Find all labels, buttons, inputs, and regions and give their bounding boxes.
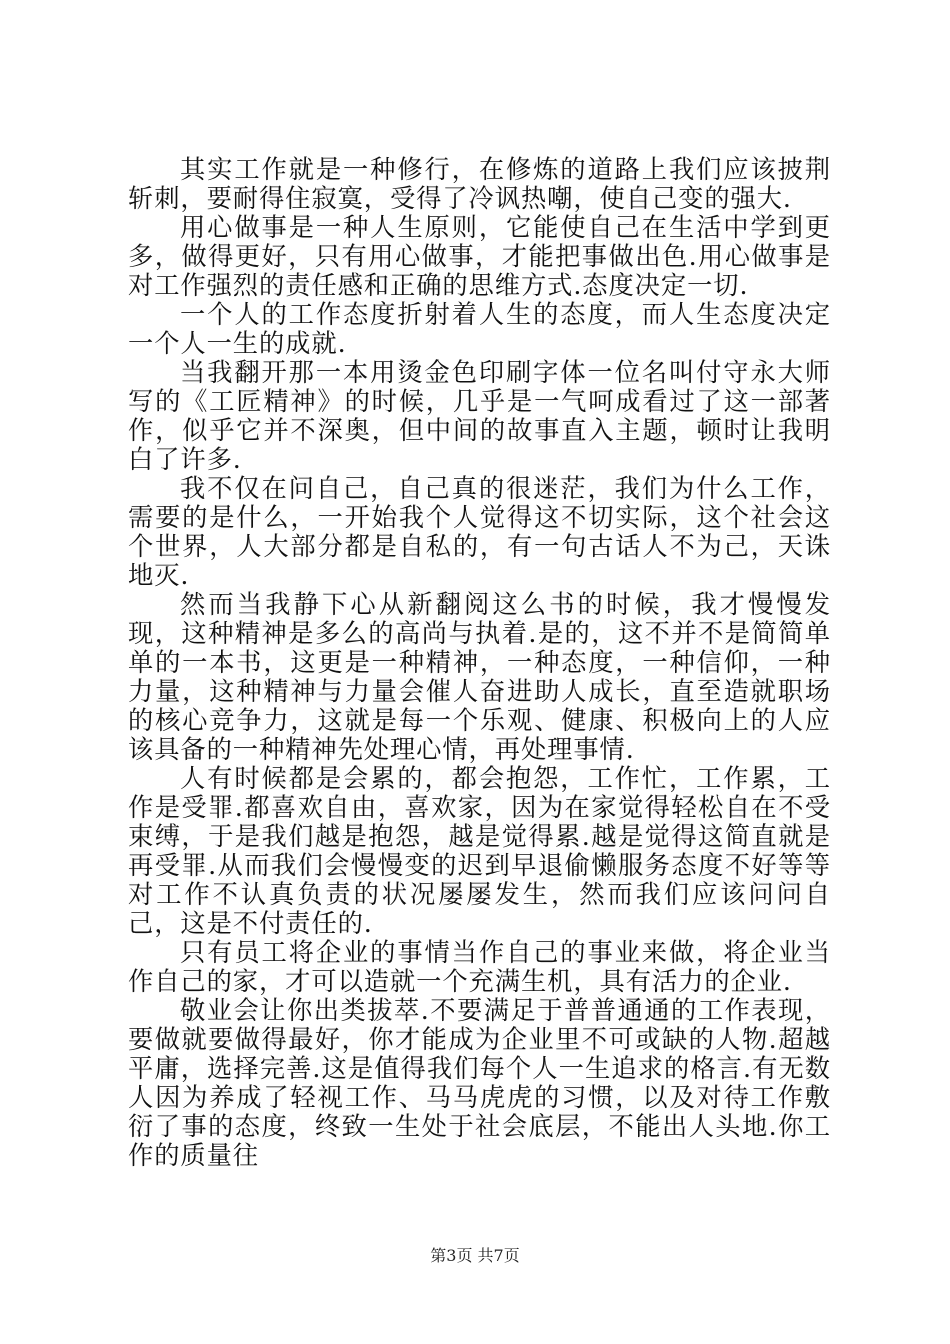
- paragraph-8: 只有员工将企业的事情当作自己的事业来做，将企业当作自己的家，才可以造就一个充满生机，具有活力的企业.: [128, 938, 831, 996]
- paragraph-4: 当我翻开那一本用烫金色印刷字体一位名叫付守永大师写的《工匠精神》的时候，几乎是一气呵成看过了这一部著作，似乎它并不深奥，但中间的故事直入主题，顿时让我明白了许多.: [128, 358, 831, 474]
- paragraph-3: 一个人的工作态度折射着人生的态度，而人生态度决定一个人一生的成就.: [128, 300, 831, 358]
- paragraph-2: 用心做事是一种人生原则，它能使自己在生活中学到更多，做得更好，只有用心做事，才能把事做出色.用心做事是对工作强烈的责任感和正确的思维方式.态度决定一切.: [128, 213, 831, 300]
- paragraph-6: 然而当我静下心从新翻阅这么书的时候，我才慢慢发现，这种精神是多么的高尚与执着.是的，这不并不是简简单单的一本书，这更是一种精神，一种态度，一种信仰，一种力量，这种精神与力量会催人奋进助人成长，直至造就职场的核心竞争力，这就是每一个乐观、健康、积极向上的人应该具备的一种精神先处理心情，再处理事情.: [128, 590, 831, 764]
- paragraph-5: 我不仅在问自己，自己真的很迷茫，我们为什么工作，需要的是什么，一开始我个人觉得这不切实际，这个社会这个世界，人大部分都是自私的，有一句古话人不为己，天诛地灭.: [128, 474, 831, 590]
- paragraph-7: 人有时候都是会累的，都会抱怨，工作忙，工作累，工作是受罪.都喜欢自由，喜欢家，因为在家觉得轻松自在不受束缚，于是我们越是抱怨，越是觉得累.越是觉得这简直就是再受罪.从而我们会慢慢变的迟到早退偷懒服务态度不好等等对工作不认真负责的状况屡屡发生，然而我们应该问问自己，这是不付责任的.: [128, 764, 831, 938]
- document-body: [128, 155, 831, 1170]
- page-footer: 第3页 共7页: [430, 1246, 520, 1265]
- paragraph-9: 敬业会让你出类拔萃.不要满足于普普通通的工作表现，要做就要做得最好，你才能成为企业里不可或缺的人物.超越平庸，选择完善.这是值得我们每个人一生追求的格言.有无数人因为养成了轻视工作、马马虎虎的习惯，以及对待工作敷衍了事的态度，终致一生处于社会底层，不能出人头地.你工作的质量往: [128, 996, 831, 1170]
- paragraph-1: 其实工作就是一种修行，在修炼的道路上我们应该披荆斩刺，要耐得住寂寞，受得了冷讽热嘲，使自己变的强大.: [128, 155, 831, 213]
